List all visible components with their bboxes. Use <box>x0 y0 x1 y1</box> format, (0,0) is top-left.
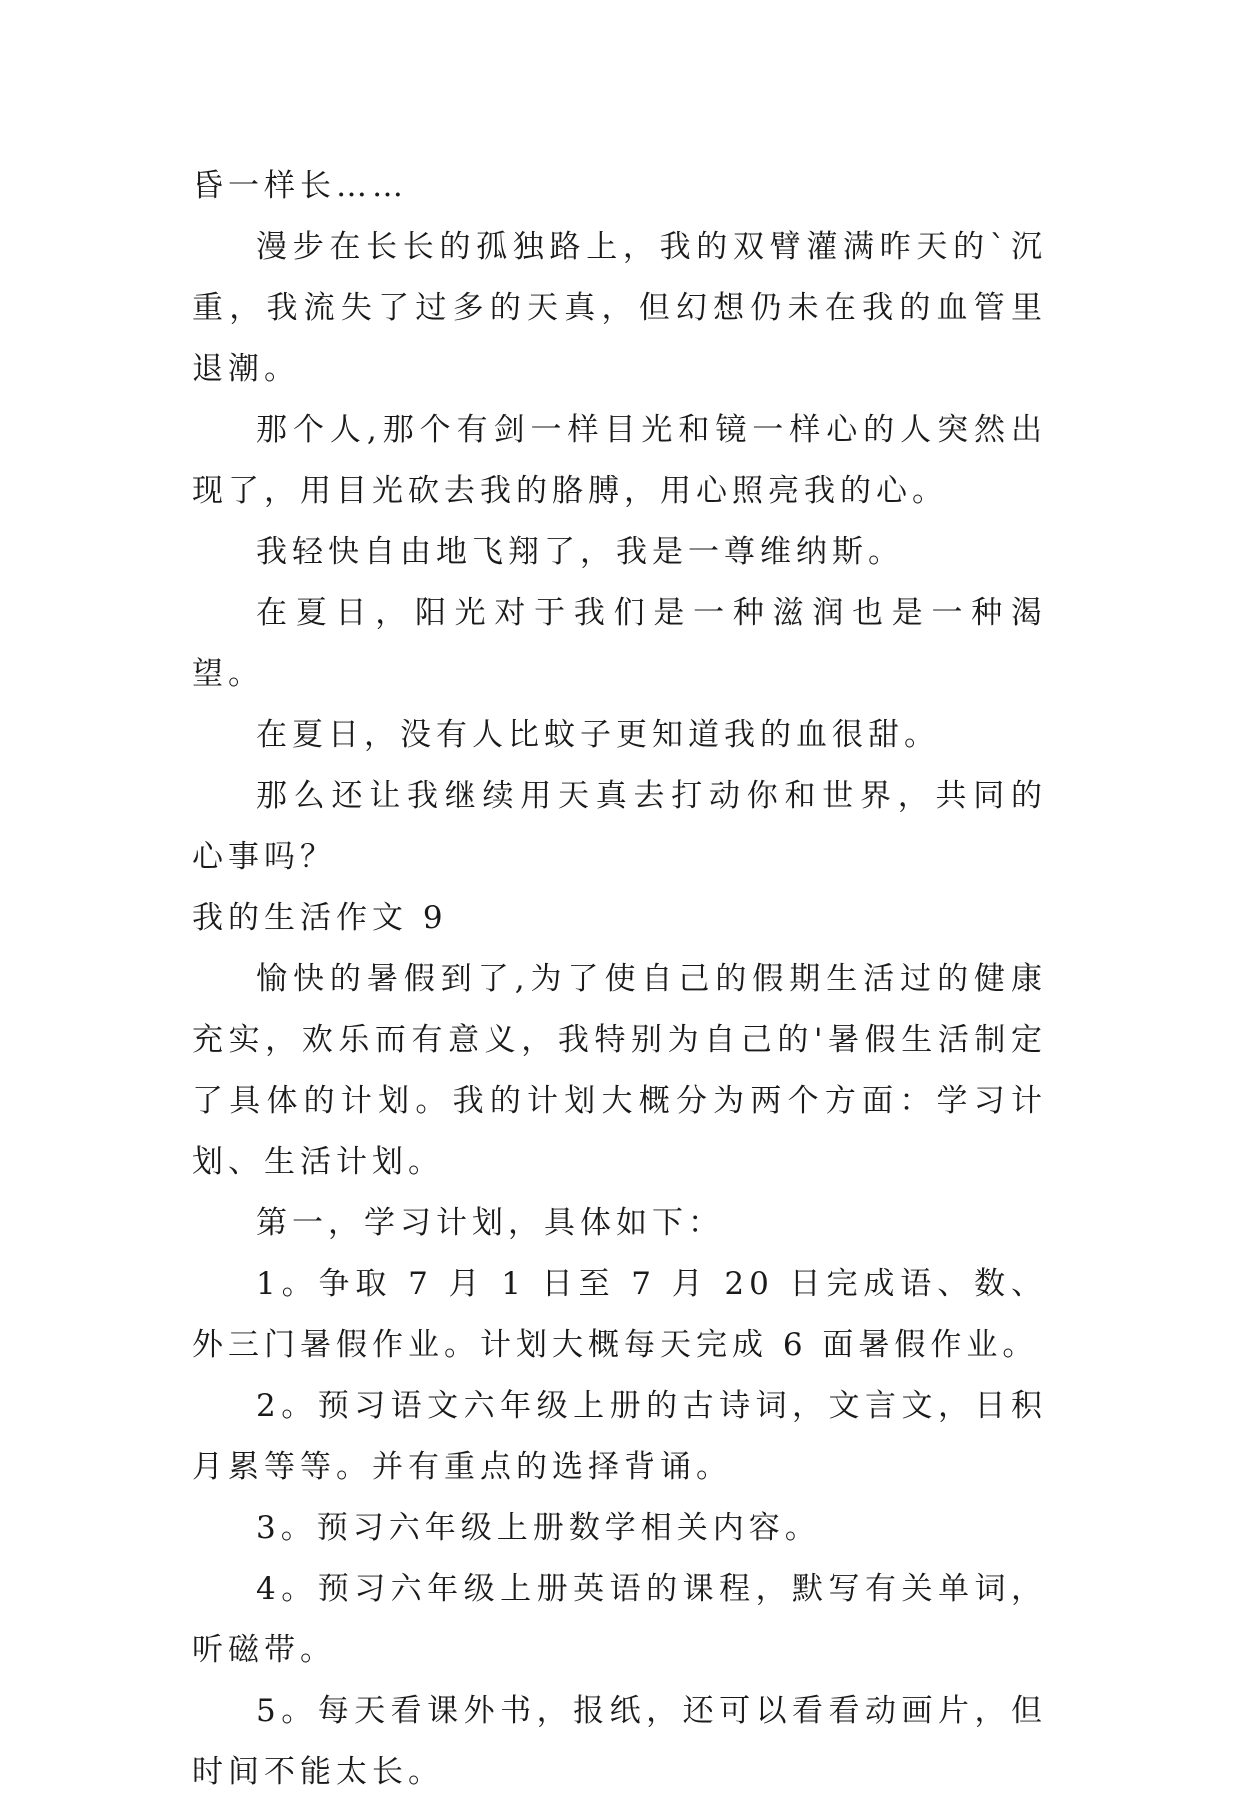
paragraph-continuation: 昏一样长…… <box>192 168 408 204</box>
paragraph: 我轻快自由地飞翔了，我是一尊维纳斯。 <box>256 534 904 570</box>
paragraph: 第一，学习计划，具体如下： <box>256 1205 724 1241</box>
paragraph: 漫步在长长的孤独路上，我的双臂灌满昨天的`沉重，我流失了过多的天真，但幻想仍未在我的血管里退潮。 <box>192 229 1047 387</box>
list-item: 4。预习六年级上册英语的课程，默写有关单词，听磁带。 <box>192 1571 1047 1668</box>
paragraph: 在夏日，没有人比蚊子更知道我的血很甜。 <box>256 717 940 753</box>
list-item: 1。争取 7 月 1 日至 7 月 20 日完成语、数、外三门暑假作业。计划大概每天完成 6 面暑假作业。 <box>192 1266 1047 1363</box>
document-body <box>192 156 1047 1803</box>
section-heading: 我的生活作文 9 <box>192 900 448 936</box>
list-item: 2。预习语文六年级上册的古诗词，文言文，日积月累等等。并有重点的选择背诵。 <box>192 1388 1047 1485</box>
paragraph: 在夏日，阳光对于我们是一种滋润也是一种渴望。 <box>192 595 1047 692</box>
paragraph: 那么还让我继续用天真去打动你和世界，共同的心事吗？ <box>192 778 1047 875</box>
paragraph: 那个人,那个有剑一样目光和镜一样心的人突然出现了，用目光砍去我的胳膊，用心照亮我的心。 <box>192 412 1047 509</box>
list-item: 3。预习六年级上册数学相关内容。 <box>256 1510 821 1546</box>
paragraph: 愉快的暑假到了,为了使自己的假期生活过的健康充实，欢乐而有意义，我特别为自己的'暑假生活制定了具体的计划。我的计划大概分为两个方面：学习计划、生活计划。 <box>192 961 1047 1180</box>
list-item: 5。每天看课外书，报纸，还可以看看动画片，但时间不能太长。 <box>192 1693 1047 1790</box>
